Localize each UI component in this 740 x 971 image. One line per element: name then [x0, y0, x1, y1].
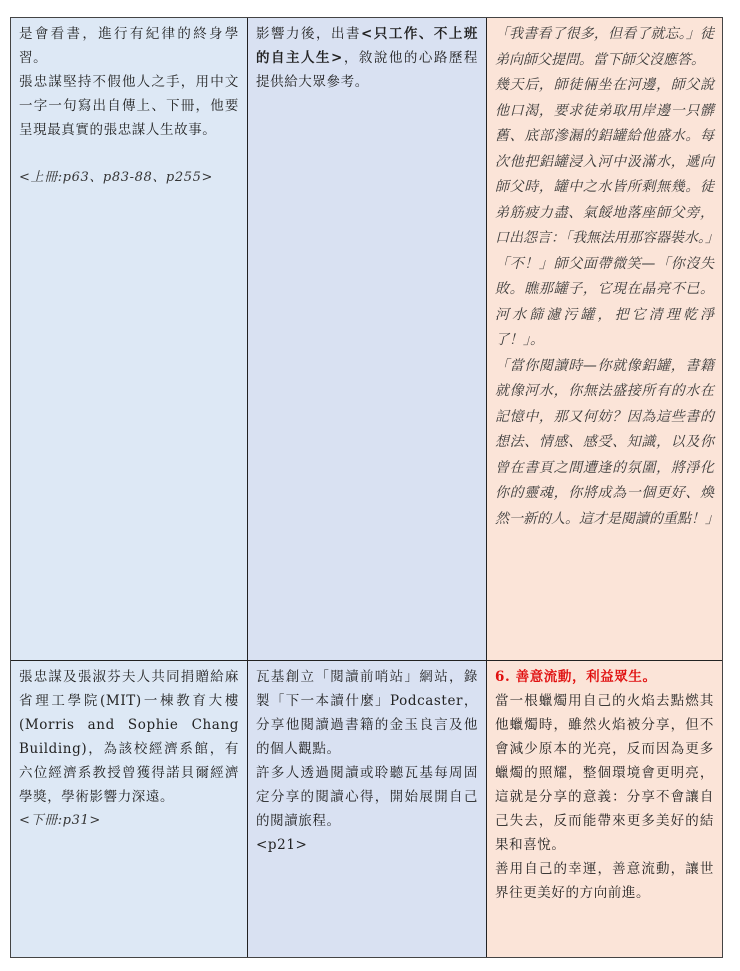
row1-col2-text-after: ，敘說他的心路歷程提供給大眾參考。	[256, 50, 478, 90]
row1-col1-para1: 是會看書，進行有紀律的終身學習。	[19, 26, 239, 66]
row1-col2-text-before: 影響力後，出書	[256, 26, 362, 42]
row2-col1-page-ref: <下冊:p31>	[19, 813, 101, 828]
row1-col1-para2: 張忠謀堅持不假他人之手，用中文一字一句寫出自傳上、下冊，他要呈現最真實的張忠謀人生故事。	[19, 74, 239, 138]
row2-col2-page-ref: <p21>	[256, 837, 308, 853]
book-title: <只工作、不上班的自主人生>	[256, 26, 478, 66]
comparison-table	[10, 17, 723, 958]
row1-col3-para2: 幾天后，師徒倆坐在河邊，師父說他口渴，要求徒弟取用岸邊一只髒舊、底部滲漏的鋁罐給他盛水。每次他把鋁罐浸入河中汲滿水，遞向師父時，罐中之水皆所剩無幾。徒弟筋疲力盡、氣餒地落座師父旁，口出怨言：「我無法用那容器裝水。」	[495, 77, 719, 246]
row1-col3-cell	[487, 18, 722, 661]
row2-col3-para1: 當一根蠟燭用自己的火焰去點燃其他蠟燭時，雖然火焰被分享，但不會減少原本的光亮，反而因為更多蠟燭的照耀，整個環境會更明亮，這就是分享的意義：分享不會讓自己失去，反而能帶來更多美好的結果和喜悅。	[495, 693, 714, 853]
row2-col2-para2: 許多人透過閱讀或聆聽瓦基每周固定分享的閱讀心得，開始展開自己的閱讀旅程。	[256, 765, 478, 829]
row1-col1-page-ref: <上冊:p63、p83-88、p255>	[19, 170, 213, 185]
section-heading: 6. 善意流動，利益眾生。	[495, 669, 657, 685]
row2-col3-cell	[487, 661, 722, 957]
row2-col1-cell	[11, 661, 248, 957]
row2-col2-cell	[248, 661, 487, 957]
row1-col3-para4: 「當你閱讀時—你就像鋁罐，書籍就像河水，你無法盛接所有的水在記憶中，那又何妨？因為這些書的想法、情感、感受、知識，以及你曾在書頁之間遭逢的氛圍，將淨化你的靈魂，你將成為一個更好、煥然一新的人。這才是閱讀的重點！」	[495, 357, 719, 527]
row1-col2-cell	[248, 18, 487, 661]
row2-col1-para1: 張忠謀及張淑芬夫人共同捐贈給麻省理工學院(MIT)一棟教育大樓(Morris and Sophie Chang Building)，為該校經濟系館，有六位經濟系教授曾獲得諾貝爾經濟學獎，學術影響力深遠。	[19, 669, 239, 805]
row2-col3-para2: 善用自己的幸運，善意流動，讓世界往更美好的方向前進。	[495, 861, 714, 901]
row1-col3-para1: 「我書看了很多，但看了就忘。」徒弟向師父提問。當下師父沒應答。	[495, 26, 714, 68]
row1-col3-para3: 「不！」師父面帶微笑—「你沒失敗。瞧那罐子，它現在晶亮不已。河水篩濾污罐，把它清理乾淨了！」。	[495, 255, 714, 348]
row1-col2-para	[256, 22, 478, 94]
row2-col2-para1: 瓦基創立「閱讀前哨站」網站，錄製「下一本讀什麼」Podcaster，分享他閱讀過書籍的金玉良言及他的個人觀點。	[256, 669, 478, 757]
row1-col1-cell	[11, 18, 248, 661]
